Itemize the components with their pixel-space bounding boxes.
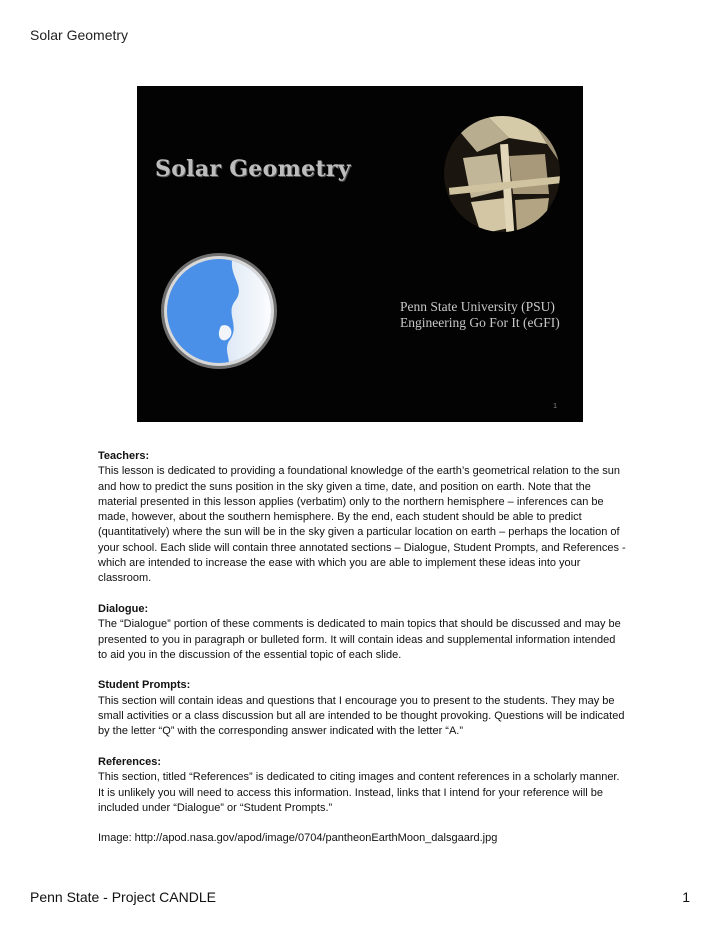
slide-number: 1 [553,403,557,410]
references-section [98,755,626,816]
slide-subtitle-line-1: Penn State University (PSU) [400,299,555,314]
dialogue-text: The “Dialogue” portion of these comments is dedicated to main topics that should be discussed and may be presented to you in paragraph or bulleted form. It will contain ideas and supplemental information intended to aid you in the discussion of the essential topic of each slide. [98,618,621,661]
dialogue-section [98,602,626,663]
dialogue-heading: Dialogue: [98,602,149,615]
teachers-heading: Teachers: [98,450,150,462]
footer-page-number: 1 [682,889,690,905]
student-prompts-section [98,678,626,739]
pantheon-oculus-image [137,86,583,422]
slide-subtitle [400,299,560,331]
references-text: This section, titled “References” is dedicated to citing images and content references in a scholarly manner. It is unlikely you will need to access this information. Instead, links that I intend for your reference will be included under “Dialogue” or “Student Prompts.” [98,771,620,814]
image-credit: Image: http://apod.nasa.gov/apod/image/0704/pantheonEarthMoon_dalsgaard.jpg [98,832,498,845]
notes-body [98,449,626,862]
teachers-text: This lesson is dedicated to providing a foundational knowledge of the earth’s geometrical relation to the sun and how to predict the suns position in the sky given a time, date, and position on earth. Note that the material presented in this lesson applies (verbatim) only to the northern hemisphere – inferences can be made, however, about the southern hemisphere. By the end, each student should be able to predict (quantitatively) where the sun will be in the sky given a particular location on earth – perhaps the location of your school. Each slide will contain three annotated sections – Dialogue, Student Prompts, and References - which are intended to increase the ease with which you are able to implement these ideas into your classroom. [98,465,626,585]
slide-title: Solar Geometry [155,156,351,182]
teachers-section [98,449,626,587]
footer-project-name: Penn State - Project CANDLE [30,889,216,905]
slide-thumbnail [137,86,583,422]
student-prompts-text: This section will contain ideas and questions that I encourage you to present to the students. They may be small activities or a class discussion but all are intended to be thought provoking. Questions will be indicated by the letter “Q” with the corresponding answer indicated with the letter “A.” [98,694,625,738]
slide-subtitle-line-2: Engineering Go For It (eGFI) [400,315,560,330]
references-heading: References: [98,755,161,768]
page-header: Solar Geometry [30,27,129,43]
student-prompts-heading: Student Prompts: [98,679,191,692]
